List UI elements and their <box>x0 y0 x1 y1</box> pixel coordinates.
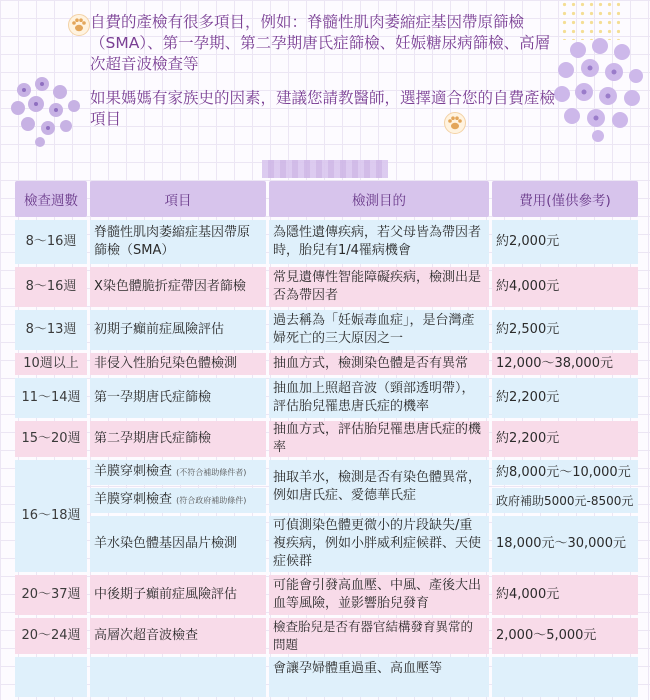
table-row <box>15 310 638 350</box>
cell-item <box>90 460 266 485</box>
header-week: 檢查週數 <box>15 181 87 217</box>
cell-item: 中後期子癲前症風險評估 <box>90 575 266 615</box>
cell-week: 8～16週 <box>15 220 87 264</box>
cell-week: 20～37週 <box>15 575 87 615</box>
cell-fee: 18,000元～30,000元 <box>492 516 638 572</box>
cell-purpose: 會讓孕婦體重過重、高血壓等 <box>269 657 489 697</box>
cell-purpose: 檢查胎兒是否有器官結構發育異常的問題 <box>269 618 489 654</box>
table-row <box>15 657 638 697</box>
cell-week: 15～20週 <box>15 421 87 457</box>
table-row <box>15 575 638 615</box>
cell-fee: 約4,000元 <box>492 267 638 307</box>
table-row <box>15 220 638 264</box>
cell-week: 11～14週 <box>15 378 87 418</box>
cell-item: 羊水染色體基因晶片檢測 <box>90 516 266 572</box>
cell-week <box>15 657 87 697</box>
cell-purpose: 過去稱為「妊娠毒血症」，是台灣產婦死亡的三大原因之一 <box>269 310 489 350</box>
cell-fee: 約4,000元 <box>492 575 638 615</box>
cell-week: 16～18週 <box>15 460 87 572</box>
cell-item <box>90 657 266 697</box>
table-row <box>15 353 638 375</box>
cell-fee: 約2,200元 <box>492 378 638 418</box>
cell-week: 20～24週 <box>15 618 87 654</box>
cell-fee: 約2,500元 <box>492 310 638 350</box>
cell-item: 非侵入性胎兒染色體檢測 <box>90 353 266 375</box>
item-name: 羊膜穿刺檢查 <box>94 464 173 479</box>
header-fee: 費用(僅供參考) <box>492 181 638 217</box>
table-row <box>15 516 638 572</box>
cell-fee: 約2,000元 <box>492 220 638 264</box>
table-row <box>15 421 638 457</box>
cell-purpose: 可偵測染色體更微小的片段缺失/重複疾病，例如小胖威利症候群、天使症候群 <box>269 516 489 572</box>
intro-text <box>90 12 560 143</box>
cell-fee: 2,000～5,000元 <box>492 618 638 654</box>
cell-fee <box>492 657 638 697</box>
intro-paragraph-2: 如果媽媽有家族史的因素，建議您請教醫師，選擇適合您的自費產檢項目 <box>90 89 556 128</box>
cell-week: 8～16週 <box>15 267 87 307</box>
item-note: (不符合補助條件者) <box>176 468 247 477</box>
cell-item <box>90 488 266 513</box>
table-header-row <box>15 181 638 217</box>
cell-purpose: 可能會引發高血壓、中風、產後大出血等風險，並影響胎兒發育 <box>269 575 489 615</box>
cell-item: X染色體脆折症帶因者篩檢 <box>90 267 266 307</box>
cell-week: 8～13週 <box>15 310 87 350</box>
header-purpose: 檢測目的 <box>269 181 489 217</box>
cell-item: 脊髓性肌肉萎縮症基因帶原篩檢（SMA） <box>90 220 266 264</box>
decorative-dots <box>560 0 620 40</box>
cell-fee: 政府補助5000元-8500元 <box>492 488 638 513</box>
prenatal-exam-table <box>12 178 638 700</box>
intro-paragraph-1: 自費的產檢有很多項目，例如：脊髓性肌肉萎縮症基因帶原篩檢（SMA）、第一孕期、第二孕期唐氏症篩檢、妊娠糖尿病篩檢、高層次超音波檢查等 <box>90 13 551 73</box>
cell-purpose: 抽取羊水，檢測是否有染色體異常，例如唐氏症、愛德華氏症 <box>269 460 489 513</box>
cell-fee: 約8,000元～10,000元 <box>492 460 638 485</box>
cell-purpose: 抽血方式，評估胎兒罹患唐氏症的機率 <box>269 421 489 457</box>
cell-item: 第一孕期唐氏症篩檢 <box>90 378 266 418</box>
cell-purpose: 抽血加上照超音波（頸部透明帶），評估胎兒罹患唐氏症的機率 <box>269 378 489 418</box>
cell-purpose: 為隱性遺傳疾病，若父母皆為帶因者時，胎兒有1/4罹病機會 <box>269 220 489 264</box>
table-row <box>15 267 638 307</box>
item-name: 羊膜穿刺檢查 <box>94 492 173 507</box>
item-note: (符合政府補助條件) <box>176 496 247 505</box>
flower-cluster-icon <box>4 70 88 150</box>
paw-icon <box>68 14 90 36</box>
decorative-tape <box>262 160 388 178</box>
cell-fee: 約2,200元 <box>492 421 638 457</box>
table-row <box>15 378 638 418</box>
cell-item: 第二孕期唐氏症篩檢 <box>90 421 266 457</box>
flower-cluster-icon <box>548 36 650 146</box>
cell-purpose: 抽血方式，檢測染色體是否有異常 <box>269 353 489 375</box>
header-item: 項目 <box>90 181 266 217</box>
cell-item: 初期子癲前症風險評估 <box>90 310 266 350</box>
cell-fee: 12,000～38,000元 <box>492 353 638 375</box>
table-row <box>15 618 638 654</box>
cell-week: 10週以上 <box>15 353 87 375</box>
table-row <box>15 460 638 485</box>
cell-item: 高層次超音波檢查 <box>90 618 266 654</box>
cell-purpose: 常見遺傳性智能障礙疾病，檢測出是否為帶因者 <box>269 267 489 307</box>
